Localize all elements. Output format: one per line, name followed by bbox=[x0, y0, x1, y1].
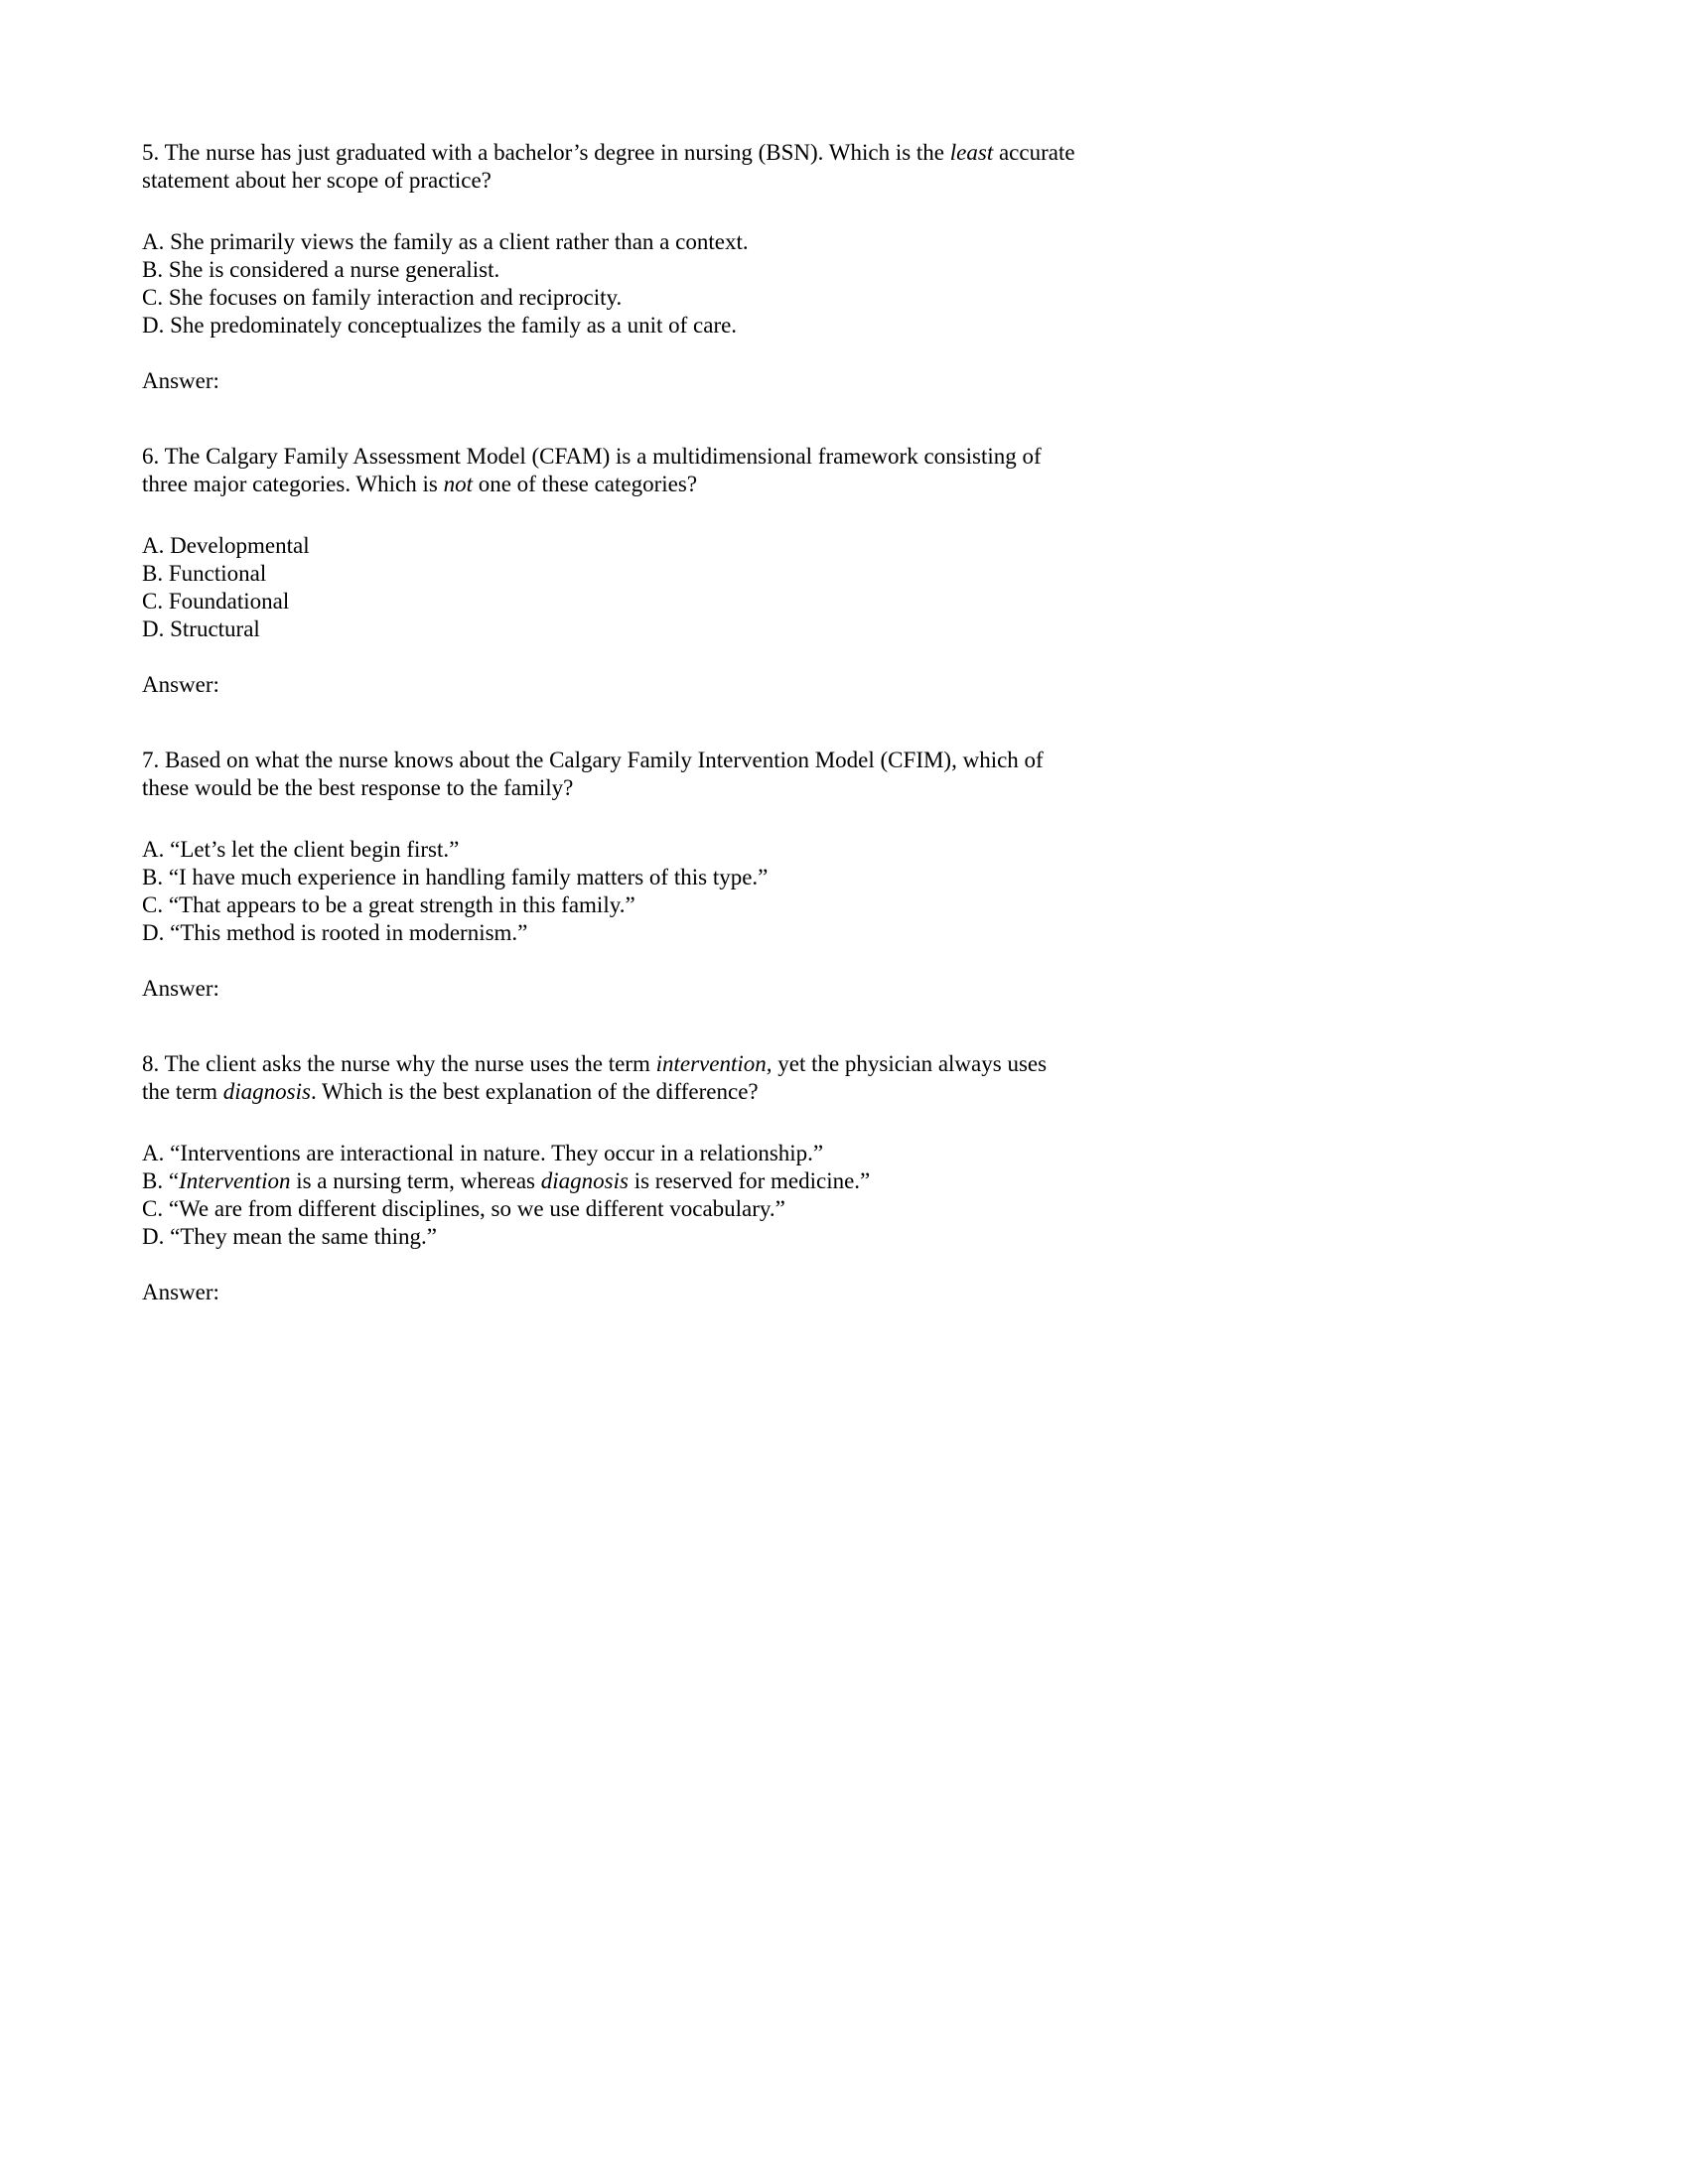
question-stem: 7. Based on what the nurse knows about the Calgary Family Intervention Model (CFIM), which of these would be the best response to the family? bbox=[142, 748, 1044, 800]
question-options bbox=[142, 228, 1075, 340]
answer-label: Answer: bbox=[142, 976, 219, 1001]
question-options bbox=[142, 1140, 1075, 1251]
question-stem: 8. The client asks the nurse why the nurse uses the term intervention, yet the physician always uses the term diagnosis. Which is the best explanation of the difference? bbox=[142, 1051, 1048, 1104]
question-block-7 bbox=[142, 747, 1075, 1003]
option-line-d: D. “This method is rooted in modernism.” bbox=[142, 920, 528, 945]
answer-label: Answer: bbox=[142, 672, 219, 697]
question-block-5 bbox=[142, 139, 1075, 395]
option-line-c: C. She focuses on family interaction and reciprocity. bbox=[142, 285, 623, 310]
option-line-b: B. “Intervention is a nursing term, whereas diagnosis is reserved for medicine.” bbox=[142, 1168, 871, 1193]
option-line-d: D. “They mean the same thing.” bbox=[142, 1224, 437, 1249]
question-options bbox=[142, 836, 1075, 947]
option-line-c: C. “That appears to be a great strength in this family.” bbox=[142, 892, 635, 917]
question-options bbox=[142, 532, 1075, 643]
option-line-d: D. She predominately conceptualizes the family as a unit of care. bbox=[142, 313, 738, 338]
option-line-c: C. “We are from different disciplines, so we use different vocabulary.” bbox=[142, 1196, 785, 1221]
option-line-b: B. “I have much experience in handling family matters of this type.” bbox=[142, 865, 769, 889]
option-line-b: B. Functional bbox=[142, 561, 267, 586]
option-line-c: C. Foundational bbox=[142, 589, 290, 614]
answer-label: Answer: bbox=[142, 368, 219, 393]
question-block-8 bbox=[142, 1050, 1075, 1306]
question-stem: 6. The Calgary Family Assessment Model (CFAM) is a multidimensional framework consisting of three major categories. Which is not one of these categories? bbox=[142, 444, 1042, 496]
option-line-a: A. She primarily views the family as a client rather than a context. bbox=[142, 229, 749, 254]
option-line-a: A. Developmental bbox=[142, 533, 310, 558]
question-block-6 bbox=[142, 443, 1075, 699]
document-content bbox=[142, 139, 1075, 1354]
option-line-a: A. “Let’s let the client begin first.” bbox=[142, 837, 460, 862]
answer-label: Answer: bbox=[142, 1280, 219, 1304]
option-line-d: D. Structural bbox=[142, 616, 260, 641]
option-line-a: A. “Interventions are interactional in nature. They occur in a relationship.” bbox=[142, 1141, 824, 1165]
question-stem: 5. The nurse has just graduated with a bachelor’s degree in nursing (BSN). Which is the least accurate statement about her scope of practice? bbox=[142, 140, 1075, 193]
option-line-b: B. She is considered a nurse generalist. bbox=[142, 257, 500, 282]
